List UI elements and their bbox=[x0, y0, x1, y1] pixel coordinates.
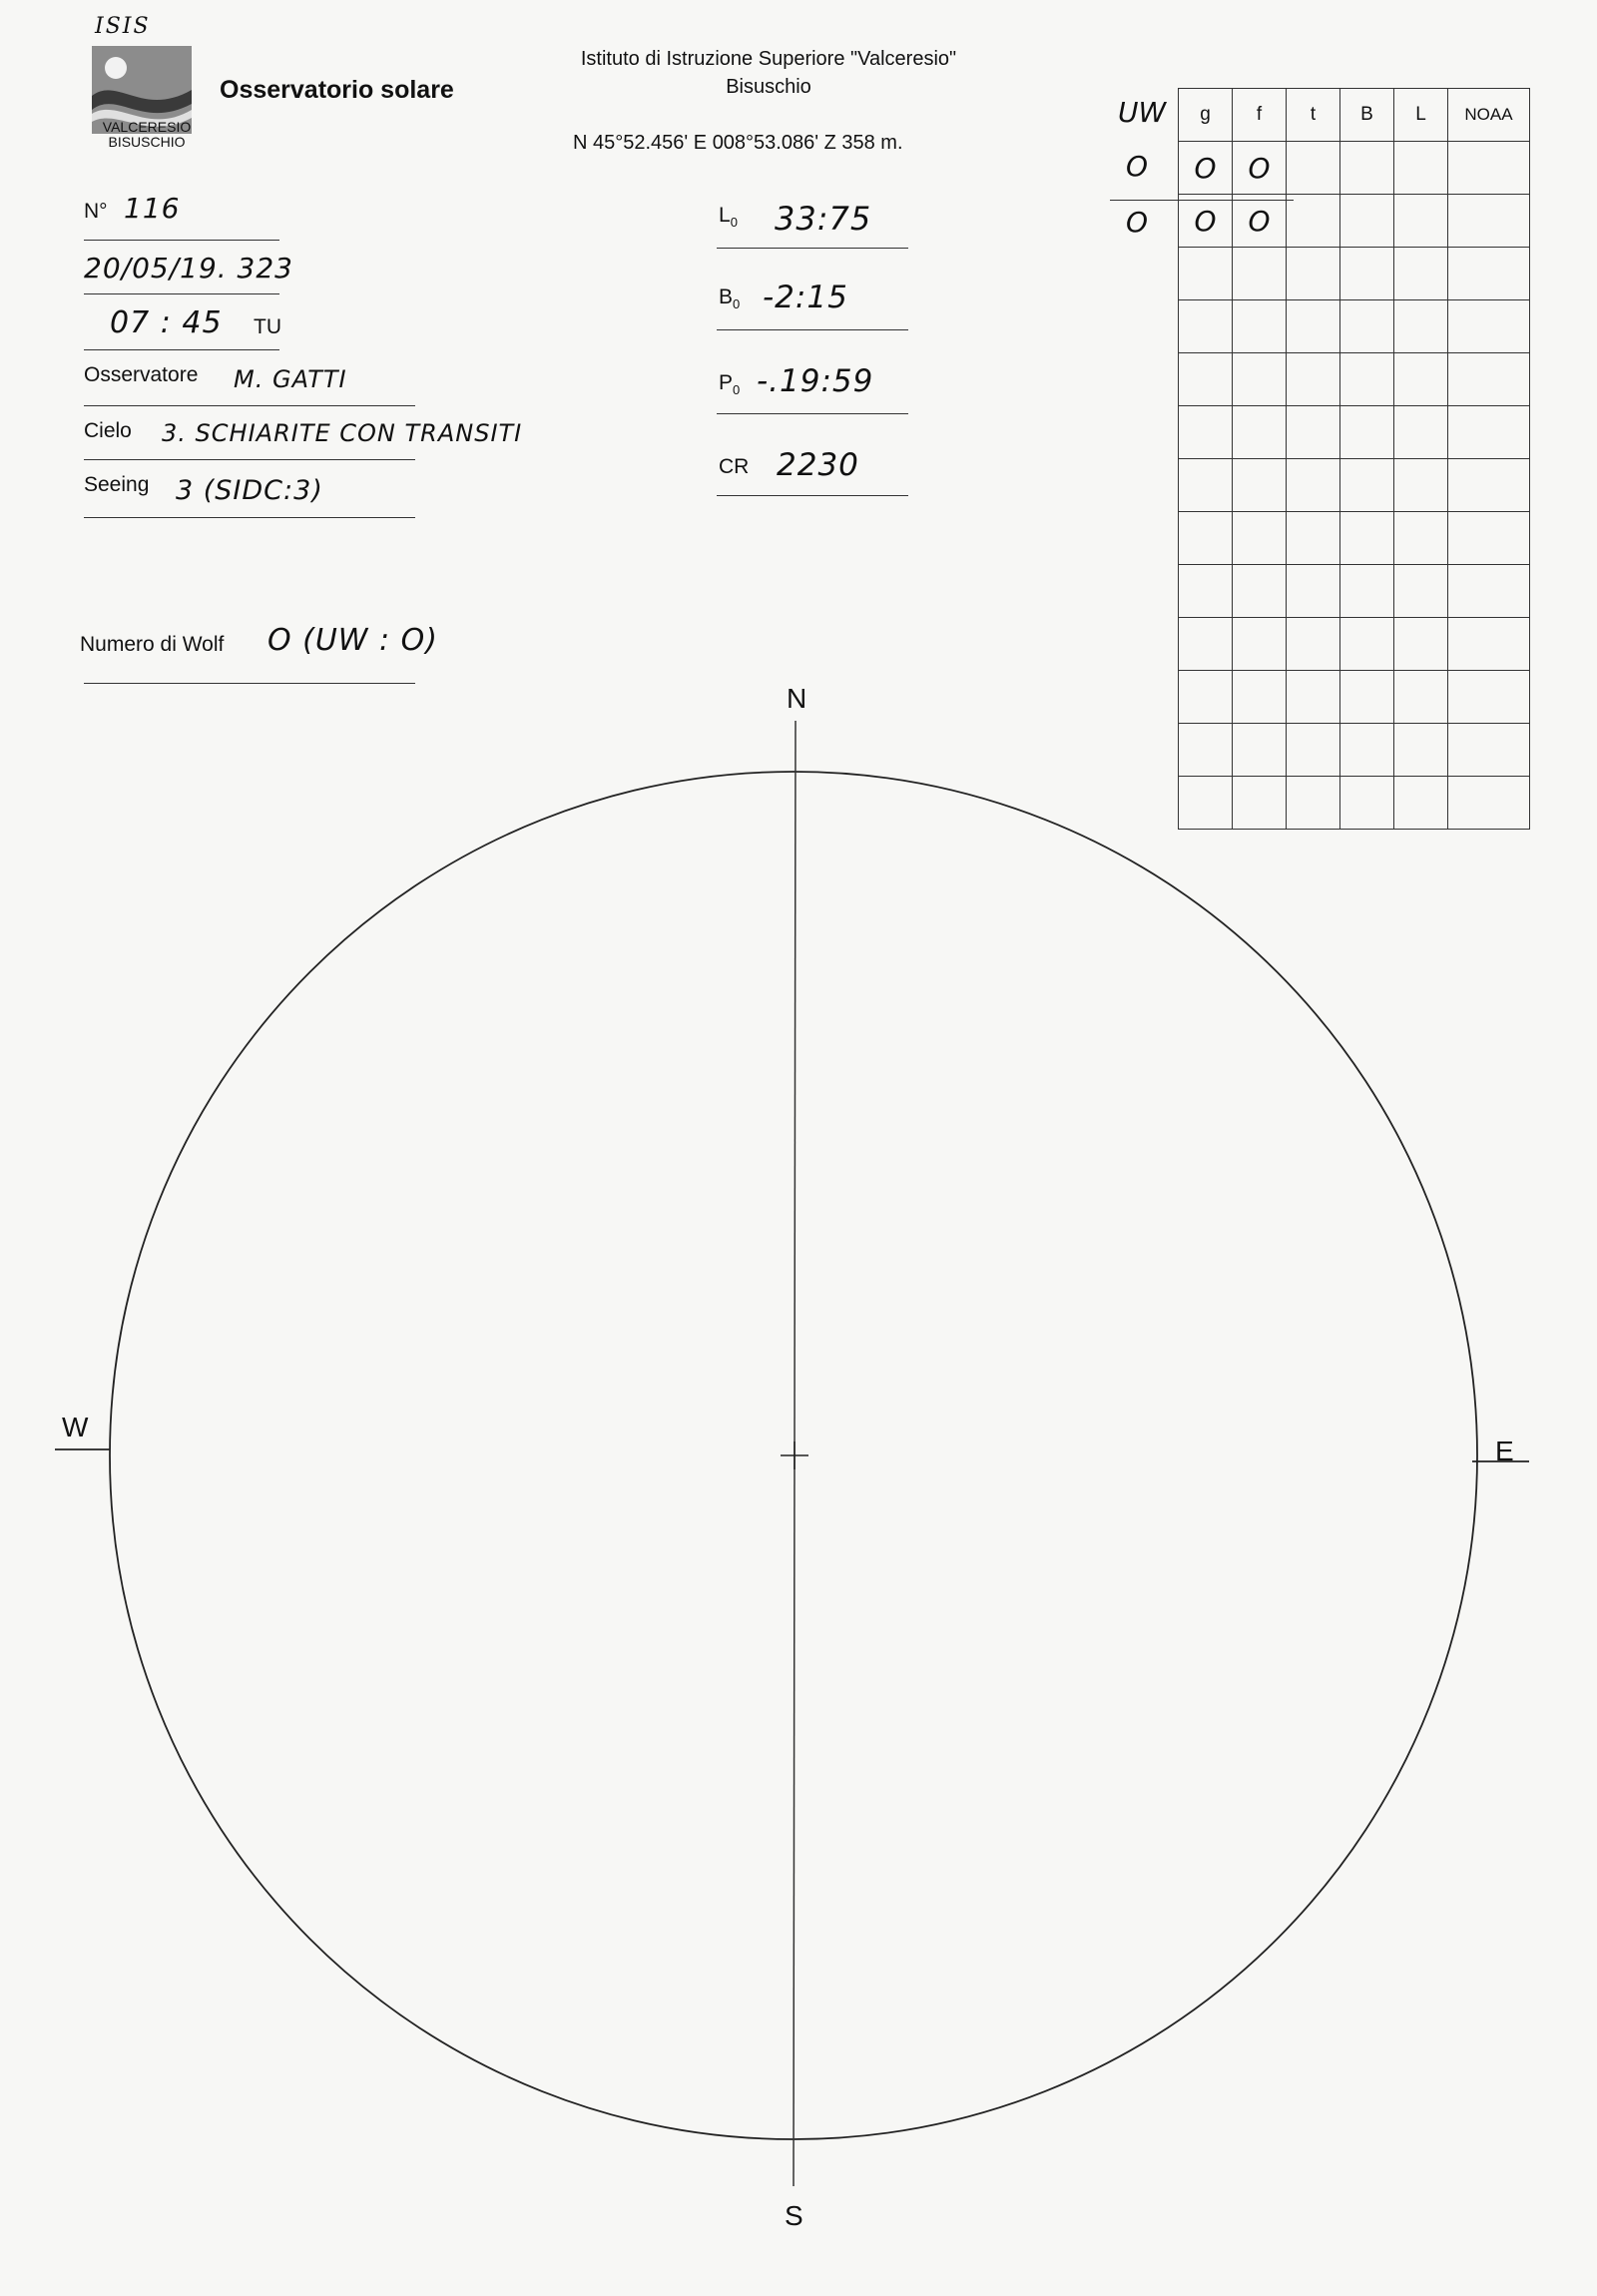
cr-label: CR bbox=[719, 455, 750, 478]
observer-value: M. GATTI bbox=[234, 365, 347, 393]
b0-value: -2:15 bbox=[763, 280, 848, 315]
l0-value: 33:75 bbox=[775, 200, 872, 238]
cr-value: 2230 bbox=[777, 447, 859, 483]
sky-label: Cielo bbox=[84, 419, 132, 442]
header-noaa: NOAA bbox=[1448, 89, 1530, 142]
header-g: g bbox=[1179, 89, 1233, 142]
seeing-label: Seeing bbox=[84, 473, 150, 496]
compass-west: W bbox=[62, 1412, 89, 1442]
p0-label: $P_0$ bbox=[719, 371, 741, 398]
institute-town: Bisuschio bbox=[726, 76, 811, 98]
uw-header: UW bbox=[1118, 96, 1167, 129]
number-value: 116 bbox=[124, 192, 181, 225]
cell-g: O bbox=[1179, 142, 1233, 195]
sky-value: 3. SCHIARITE CON TRANSITI bbox=[162, 419, 523, 447]
header-b: B bbox=[1340, 89, 1394, 142]
date-value: 20/05/19. 323 bbox=[84, 252, 293, 285]
cell-g: O bbox=[1179, 195, 1233, 248]
seeing-value: 3 (SIDC:3) bbox=[176, 475, 323, 506]
institute-name: Istituto di Istruzione Superiore "Valceresio" bbox=[580, 48, 957, 70]
p0-value: -.19:59 bbox=[757, 363, 874, 399]
logo-top-text: ISIS bbox=[95, 14, 151, 39]
time-unit: TU bbox=[254, 315, 281, 338]
header-l: L bbox=[1394, 89, 1448, 142]
observatory-coordinates: N 45°52.456' E 008°53.086' Z 358 m. bbox=[573, 132, 903, 154]
wolf-label: Numero di Wolf bbox=[80, 633, 225, 656]
b0-label: $B_0$ bbox=[719, 286, 741, 312]
header-t: t bbox=[1287, 89, 1340, 142]
compass-east: E bbox=[1495, 1435, 1514, 1466]
wolf-value: O (UW : O) bbox=[267, 623, 438, 658]
compass-north: N bbox=[787, 683, 807, 714]
cell-f: O bbox=[1233, 195, 1287, 248]
uw-row-1: O bbox=[1126, 150, 1149, 183]
cell-f: O bbox=[1233, 142, 1287, 195]
compass-south: S bbox=[785, 2200, 803, 2231]
number-label: N° bbox=[84, 200, 108, 223]
logo-line-1: VALCERESIO bbox=[102, 119, 192, 135]
header-f: f bbox=[1233, 89, 1287, 142]
observer-label: Osservatore bbox=[84, 363, 199, 386]
logo-line-2: BISUSCHIO bbox=[108, 134, 186, 150]
uw-row-2: O bbox=[1126, 206, 1149, 239]
observatory-title: Osservatorio solare bbox=[220, 76, 454, 104]
time-value: 07 : 45 bbox=[110, 305, 223, 340]
l0-label: $L_0$ bbox=[719, 204, 738, 231]
